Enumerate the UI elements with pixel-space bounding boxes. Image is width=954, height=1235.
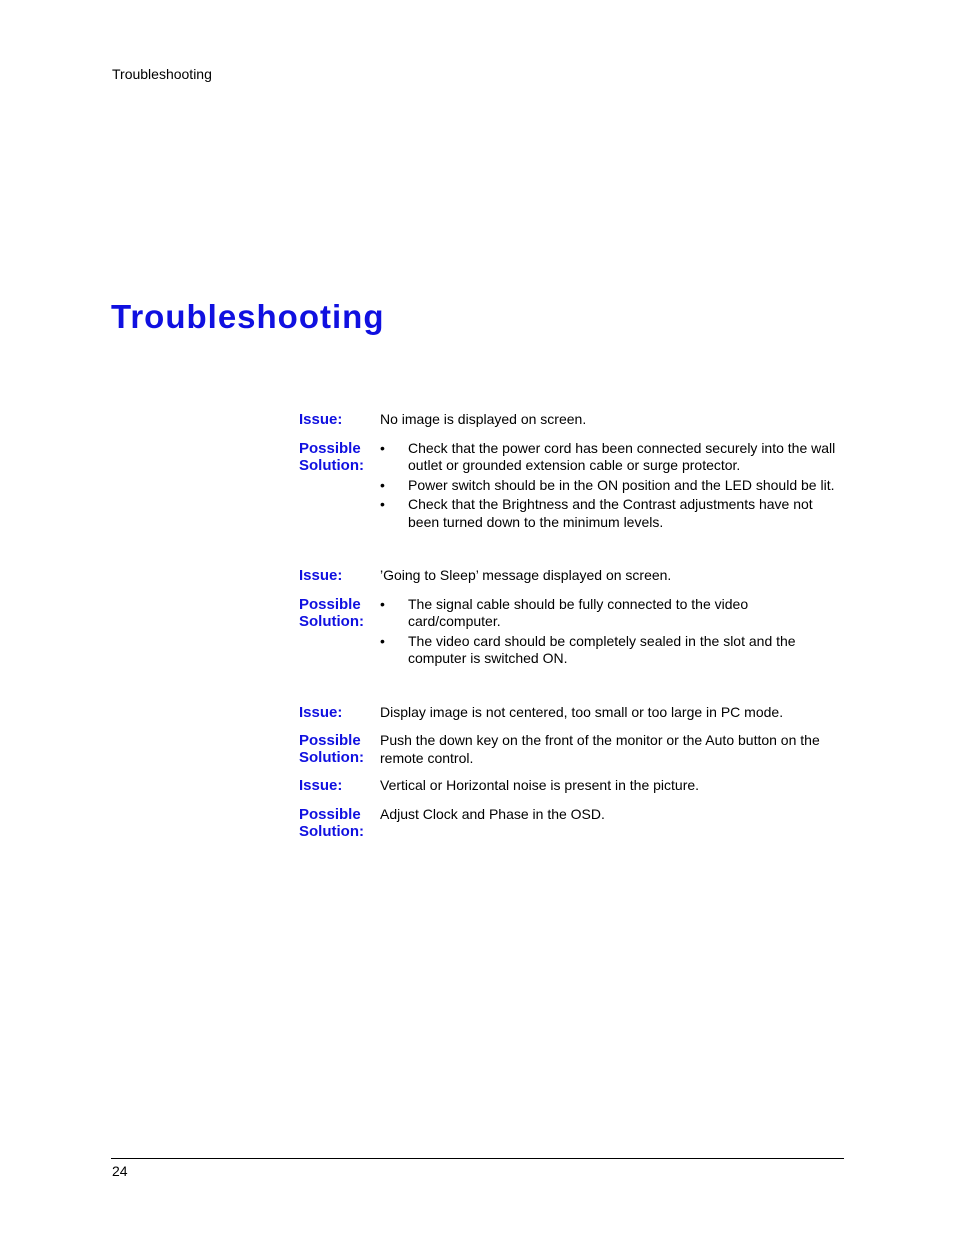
solution-label bbox=[299, 440, 379, 474]
issue-label: Issue: bbox=[299, 703, 343, 721]
solution-list bbox=[380, 440, 844, 532]
solution-label bbox=[299, 596, 379, 630]
issue-label: Issue: bbox=[299, 777, 343, 794]
solution-row bbox=[299, 732, 844, 767]
list-item: • The signal cable should be fully connected to the video card/computer. bbox=[380, 595, 749, 629]
possible-word: Possible bbox=[299, 595, 361, 613]
page-number: 24 bbox=[112, 1163, 128, 1179]
solution-word: Solution: bbox=[299, 822, 364, 840]
running-header: Troubleshooting bbox=[112, 66, 212, 82]
page-title: Troubleshooting bbox=[111, 298, 385, 335]
issue-text: ’Going to Sleep’ message displayed on screen. bbox=[380, 567, 672, 583]
issue-label: Issue: bbox=[299, 567, 343, 584]
issue-row bbox=[299, 704, 844, 722]
solution-text: Power switch should be in the ON position and the LED should be lit. bbox=[408, 476, 835, 493]
issue-text: Vertical or Horizontal noise is present in the picture. bbox=[380, 777, 700, 793]
list-item: • The video card should be completely sealed in the slot and the computer is switched ON. bbox=[380, 632, 796, 666]
solution-word: Solution: bbox=[299, 749, 364, 766]
solution-text: The video card should be completely sealed in the slot and the computer is switched ON. bbox=[408, 632, 796, 666]
possible-word: Possible bbox=[299, 732, 361, 749]
issue-text: Display image is not centered, too small or too large in PC mode. bbox=[380, 703, 784, 720]
issue-row bbox=[299, 567, 844, 585]
issue-label: Issue: bbox=[299, 411, 343, 428]
possible-word: Possible bbox=[299, 805, 361, 823]
solution-label bbox=[299, 806, 379, 840]
solution-text: Adjust Clock and Phase in the OSD. bbox=[380, 805, 605, 822]
issue-row bbox=[299, 777, 844, 795]
possible-word: Possible bbox=[299, 439, 361, 457]
solution-text: Push the down key on the front of the monitor or the Auto button on the remote control. bbox=[380, 732, 820, 766]
troubleshooting-entries bbox=[299, 411, 844, 840]
solution-row bbox=[299, 440, 844, 532]
solution-word: Solution: bbox=[299, 612, 364, 630]
footer-rule bbox=[111, 1158, 844, 1159]
list-item: • Power switch should be in the ON position and the LED should be lit. bbox=[380, 476, 835, 493]
solution-word: Solution: bbox=[299, 456, 364, 474]
list-item: • Check that the Brightness and the Contrast adjustments have not been turned down to the minimum levels. bbox=[380, 496, 813, 530]
issue-text: No image is displayed on screen. bbox=[380, 411, 587, 427]
solution-row bbox=[299, 805, 844, 840]
solution-row bbox=[299, 596, 844, 668]
solution-text: Check that the power cord has been connected securely into the wall outlet or grounded extension cable or surge protector. bbox=[408, 439, 836, 473]
solution-text: Check that the Brightness and the Contrast adjustments have not been turned down to the minimum levels. bbox=[408, 496, 813, 530]
solution-label bbox=[299, 732, 379, 766]
issue-row bbox=[299, 411, 844, 429]
list-item: • Check that the power cord has been connected securely into the wall outlet or grounded extension cable or surge protector. bbox=[380, 439, 836, 473]
solution-list bbox=[380, 596, 844, 668]
solution-text: The signal cable should be fully connected to the video card/computer. bbox=[408, 595, 749, 629]
